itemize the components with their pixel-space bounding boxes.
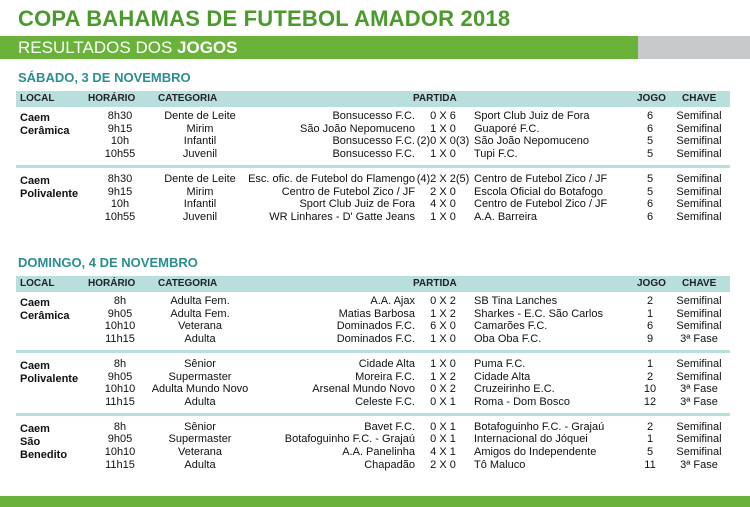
hdr-jogo: JOGO: [637, 278, 666, 289]
match-score: 0 X 2: [430, 383, 456, 396]
away-team: Centro de Futebol Zico / JF: [474, 172, 608, 185]
stage-label: Semifinal: [676, 185, 722, 198]
match-score: 1 X 0: [430, 333, 456, 346]
away-team: Internacional do Jóquei: [474, 433, 588, 446]
stage-label: Semifinal: [676, 295, 722, 307]
match-score: 1 X 0: [430, 148, 456, 161]
game-number: 1: [646, 433, 654, 446]
game-number: 6: [646, 210, 654, 223]
hdr-partida: PARTIDA: [413, 93, 457, 104]
game-number: 9: [646, 333, 654, 346]
venue-line: Caem: [20, 422, 50, 435]
match-row: [0, 308, 750, 321]
stage-label: Semifinal: [676, 198, 722, 211]
match-time: 8h: [113, 357, 127, 370]
match-category: Veterana: [177, 320, 223, 333]
match-row: [0, 371, 750, 384]
match-score: 0 X 6: [430, 110, 456, 122]
game-number: 5: [646, 135, 654, 148]
match-time: 8h30: [107, 110, 133, 122]
match-category: Adulta Fem.: [170, 295, 230, 307]
home-team: Botafoguinho F.C. - Grajaú: [284, 433, 415, 446]
page-title: COPA BAHAMAS DE FUTEBOL AMADOR 2018: [18, 6, 511, 31]
stage-label: Semifinal: [676, 307, 722, 320]
match-score: 1 X 0: [430, 210, 456, 223]
match-category: Adulta: [184, 333, 216, 346]
match-row: [0, 421, 750, 434]
match-time: 10h55: [104, 148, 136, 161]
day-title: DOMINGO, 4 DE NOVEMBRO: [18, 255, 198, 270]
stage-label: Semifinal: [676, 370, 722, 383]
banner-accent: [638, 36, 750, 59]
game-number: 2: [646, 420, 654, 433]
match-category: Sênior: [184, 357, 216, 370]
home-team: Celeste F.C.: [355, 395, 415, 408]
venue-line: Caem: [20, 112, 50, 124]
game-number: 11: [644, 458, 656, 471]
match-row: [0, 110, 750, 123]
match-time: 11h15: [105, 458, 135, 471]
stage-label: 3ª Fase: [680, 333, 718, 346]
hdr-chave: CHAVE: [682, 278, 717, 289]
match-category: Supermaster: [168, 433, 232, 446]
game-number: 6: [646, 122, 654, 135]
away-team: Roma - Dom Bosco: [474, 395, 570, 408]
section-title-part1: RESULTADOS DOS: [18, 38, 178, 57]
stage-label: Semifinal: [676, 122, 722, 135]
match-row: [0, 358, 750, 371]
match-row: [0, 211, 750, 224]
match-row: [0, 148, 750, 161]
away-team: Sharkes - E.C. São Carlos: [474, 307, 603, 320]
game-number: 6: [646, 198, 654, 211]
hdr-partida: PARTIDA: [413, 278, 457, 289]
away-team: Puma F.C.: [474, 357, 526, 370]
match-score: 1 X 2: [430, 370, 456, 383]
stage-label: Semifinal: [676, 357, 722, 370]
group-separator: [16, 350, 730, 353]
group-separator: [16, 413, 730, 416]
match-category: Juvenil: [182, 210, 218, 223]
match-category: Adulta: [184, 458, 216, 471]
match-row: [0, 396, 750, 409]
match-score: 4 X 1: [430, 446, 456, 458]
match-row: [0, 446, 750, 459]
section-title-part2: JOGOS: [177, 38, 238, 57]
away-team: Sport Club Juiz de Fora: [474, 110, 590, 122]
home-team: Dominados F.C.: [336, 320, 415, 333]
table-header: [16, 276, 730, 292]
game-number: 12: [643, 395, 657, 408]
match-time: 10h55: [104, 210, 136, 223]
match-row: [0, 173, 750, 186]
match-row: [0, 186, 750, 199]
match-row: [0, 295, 750, 308]
away-team: Botafoguinho F.C. - Grajaú: [474, 420, 605, 433]
away-team: Escola Oficial do Botafogo: [474, 185, 604, 198]
home-team: Bavet F.C.: [364, 420, 415, 433]
away-team: Cruzeirinho E.C.: [474, 383, 555, 396]
venue-line: Polivalente: [20, 187, 79, 200]
footer-bar: [0, 496, 750, 507]
match-time: 10h10: [104, 320, 136, 333]
match-time: 11h15: [105, 395, 135, 408]
match-category: Infantil: [183, 135, 217, 148]
stage-label: Semifinal: [676, 210, 722, 223]
match-time: 8h30: [107, 172, 133, 185]
away-team: São João Nepomuceno: [474, 135, 589, 148]
match-time: 9h15: [107, 185, 133, 198]
match-time: 10h: [110, 135, 130, 148]
match-category: Dente de Leite: [164, 172, 236, 185]
venue-line: Benedito: [20, 448, 68, 461]
venue-line: Polivalente: [20, 372, 79, 385]
away-team: Oba Oba F.C.: [474, 333, 542, 346]
match-row: [0, 123, 750, 136]
match-category: Adulta Mundo Novo: [151, 383, 249, 396]
home-team: WR Linhares - D' Gatte Jeans: [269, 210, 415, 223]
match-time: 9h15: [107, 122, 133, 135]
home-team: A.A. Ajax: [370, 295, 415, 307]
game-number: 6: [646, 110, 654, 122]
match-category: Supermaster: [168, 370, 232, 383]
stage-label: Semifinal: [676, 433, 722, 446]
home-team: Esc. ofic. de Futebol do Flamengo: [248, 172, 415, 185]
venue-line: Caem: [20, 174, 50, 187]
hdr-local: LOCAL: [20, 93, 55, 104]
stage-label: Semifinal: [676, 135, 722, 148]
away-team: Camarões F.C.: [474, 320, 548, 333]
day-title: SÁBADO, 3 DE NOVEMBRO: [18, 70, 191, 85]
hdr-categoria: CATEGORIA: [158, 93, 218, 104]
away-team: Centro de Futebol Zico / JF: [474, 198, 608, 211]
match-category: Mirim: [186, 122, 214, 135]
game-number: 2: [646, 370, 654, 383]
away-team: Tô Maluco: [474, 458, 526, 471]
stage-label: Semifinal: [676, 148, 722, 161]
match-score: 2 X 0: [430, 185, 456, 198]
hdr-categoria: CATEGORIA: [158, 278, 218, 289]
stage-label: Semifinal: [676, 420, 722, 433]
match-score: 0 X 1: [430, 420, 456, 433]
match-category: Sênior: [184, 420, 216, 433]
home-team: Bonsucesso F.C.: [332, 135, 415, 148]
hdr-local: LOCAL: [20, 278, 55, 289]
home-team: Chapadão: [364, 458, 415, 471]
game-number: 5: [646, 185, 654, 198]
match-category: Mirim: [186, 185, 214, 198]
home-team: Moreira F.C.: [355, 370, 415, 383]
venue-line: Cerâmica: [20, 310, 70, 322]
match-row: [0, 198, 750, 211]
match-time: 9h05: [107, 370, 133, 383]
game-number: 10: [643, 383, 657, 396]
home-team: São João Nepomuceno: [300, 122, 415, 135]
hdr-horario: HORÁRIO: [88, 278, 136, 289]
hdr-chave: CHAVE: [682, 93, 717, 104]
stage-label: Semifinal: [676, 110, 722, 122]
away-team: A.A. Barreira: [474, 210, 537, 223]
home-team: Sport Club Juiz de Fora: [299, 198, 415, 211]
venue-line: Cerâmica: [20, 125, 70, 137]
match-row: [0, 135, 750, 148]
away-team: SB Tina Lanches: [474, 295, 558, 307]
match-score: 1 X 0: [430, 357, 456, 370]
home-team: Cidade Alta: [358, 357, 415, 370]
home-team: Centro de Futebol Zico / JF: [281, 185, 415, 198]
hdr-jogo: JOGO: [637, 93, 666, 104]
group-separator: [16, 165, 730, 168]
match-time: 8h: [113, 295, 127, 307]
table-header: [16, 91, 730, 107]
home-team: Bonsucesso F.C.: [332, 110, 415, 122]
match-score: 2 X 0: [430, 458, 456, 471]
match-time: 11h15: [105, 333, 135, 346]
away-team: Cidade Alta: [474, 370, 531, 383]
hdr-horario: HORÁRIO: [88, 93, 136, 104]
away-team: Amigos do Independente: [474, 446, 597, 458]
game-number: 5: [646, 446, 654, 458]
match-score: 0 X 1: [430, 433, 456, 446]
match-row: [0, 459, 750, 472]
match-category: Veterana: [177, 446, 223, 458]
section-title: [18, 38, 237, 58]
match-time: 8h: [113, 420, 127, 433]
match-score: (2)0 X 0(3): [416, 135, 470, 148]
match-category: Dente de Leite: [164, 110, 236, 122]
home-team: A.A. Panelinha: [342, 446, 415, 458]
stage-label: Semifinal: [676, 320, 722, 333]
game-number: 5: [646, 172, 654, 185]
stage-label: Semifinal: [676, 446, 722, 458]
away-team: Tupi F.C.: [474, 148, 518, 161]
match-category: Adulta Fem.: [170, 307, 230, 320]
game-number: 5: [646, 148, 654, 161]
match-row: [0, 383, 750, 396]
match-time: 10h10: [104, 383, 136, 396]
stage-label: Semifinal: [676, 172, 722, 185]
match-score: 4 X 0: [430, 198, 456, 211]
match-score: 1 X 2: [430, 307, 456, 320]
match-row: [0, 320, 750, 333]
home-team: Arsenal Mundo Novo: [312, 383, 415, 396]
game-number: 2: [646, 295, 654, 307]
match-time: 9h05: [107, 433, 133, 446]
match-score: 0 X 1: [430, 395, 456, 408]
venue-line: Caem: [20, 297, 50, 309]
match-score: 0 X 2: [430, 295, 456, 307]
home-team: Bonsucesso F.C.: [332, 148, 415, 161]
match-score: 1 X 0: [430, 122, 456, 135]
match-category: Juvenil: [182, 148, 218, 161]
home-team: Dominados F.C.: [336, 333, 415, 346]
match-time: 9h05: [107, 307, 133, 320]
stage-label: 3ª Fase: [680, 383, 718, 396]
match-time: 10h10: [104, 446, 136, 458]
game-number: 1: [646, 307, 654, 320]
away-team: Guaporé F.C.: [474, 122, 540, 135]
stage-label: 3ª Fase: [680, 458, 718, 471]
match-category: Adulta: [184, 395, 216, 408]
venue-line: São: [20, 435, 41, 448]
venue-line: Caem: [20, 359, 50, 372]
game-number: 6: [646, 320, 654, 333]
stage-label: 3ª Fase: [680, 395, 718, 408]
match-time: 10h: [110, 198, 130, 211]
match-score: (4)2 X 2(5): [416, 172, 470, 185]
game-number: 1: [646, 357, 654, 370]
match-category: Infantil: [183, 198, 217, 211]
match-score: 6 X 0: [430, 320, 456, 333]
match-row: [0, 433, 750, 446]
match-row: [0, 333, 750, 346]
home-team: Matias Barbosa: [338, 307, 415, 320]
